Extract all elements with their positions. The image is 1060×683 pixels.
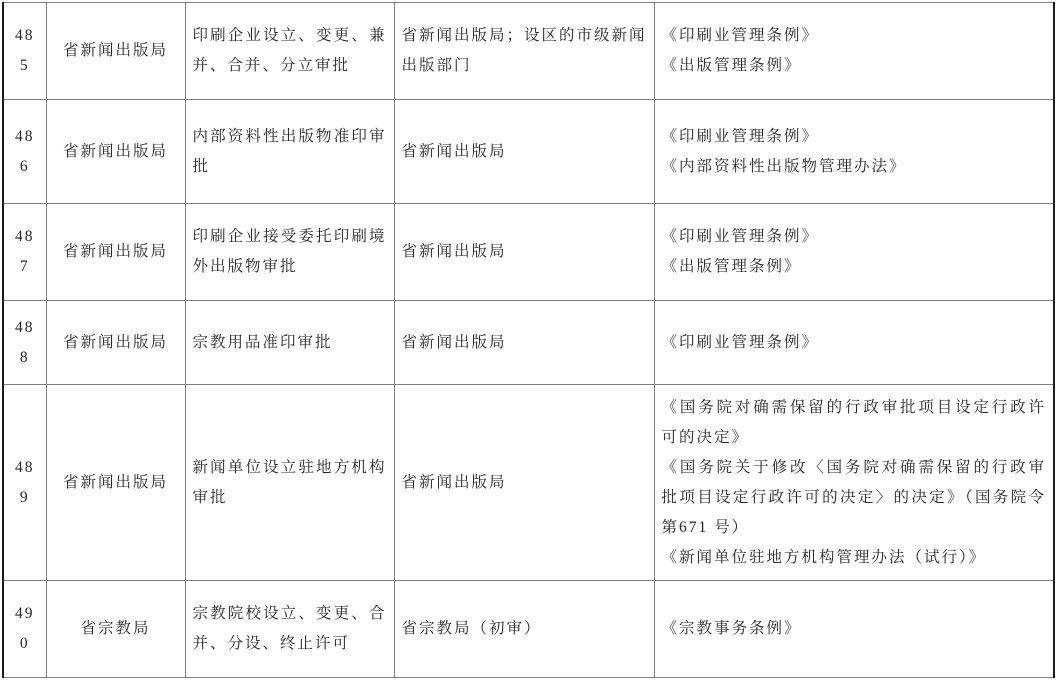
legal-basis-line: 《印刷业管理条例》 <box>661 127 820 145</box>
row-number-cell: 486 <box>3 100 46 204</box>
authority-cell: 省新闻出版局 <box>394 100 654 204</box>
department-cell: 省新闻出版局 <box>46 204 185 301</box>
legal-basis-cell <box>654 581 1054 678</box>
item-name-cell: 印刷企业接受委托印刷境外出版物审批 <box>185 204 394 301</box>
legal-basis-cell <box>654 204 1054 301</box>
table-body <box>3 3 1054 678</box>
authority-cell: 省宗教局（初审） <box>394 581 654 678</box>
legal-basis-line: 《新闻单位驻地方机构管理办法（试行）》 <box>661 548 987 566</box>
row-number-cell: 489 <box>3 385 46 581</box>
item-name-cell: 宗教院校设立、变更、合并、分设、终止许可 <box>185 581 394 678</box>
legal-basis-line: 《宗教事务条例》 <box>661 620 802 637</box>
legal-basis-line: 《印刷业管理条例》 <box>661 27 820 44</box>
legal-basis-cell <box>654 301 1054 385</box>
row-number-cell: 487 <box>3 204 46 301</box>
document-page <box>0 2 1060 683</box>
legal-basis-line: 《国务院关于修改〈国务院对确需保留的行政审批项目设定行政许可的决定〉的决定》（国务院令第671 号） <box>661 458 1046 536</box>
table-row <box>3 385 1054 581</box>
approval-items-table <box>2 2 1055 678</box>
table-row <box>3 100 1054 204</box>
authority-cell: 省新闻出版局 <box>394 301 654 385</box>
legal-basis-cell <box>654 100 1054 204</box>
legal-basis-line: 《出版管理条例》 <box>661 258 802 275</box>
table-row <box>3 3 1054 100</box>
table-row <box>3 301 1054 385</box>
table-row <box>3 204 1054 301</box>
department-cell: 省新闻出版局 <box>46 301 185 385</box>
authority-cell: 省新闻出版局；设区的市级新闻出版部门 <box>394 3 654 100</box>
authority-cell: 省新闻出版局 <box>394 204 654 301</box>
legal-basis-line: 《内部资料性出版物管理办法》 <box>661 157 907 175</box>
row-number-cell: 485 <box>3 3 46 100</box>
row-number-cell: 490 <box>3 581 46 678</box>
item-name-cell: 新闻单位设立驻地方机构审批 <box>185 385 394 581</box>
authority-cell: 省新闻出版局 <box>394 385 654 581</box>
legal-basis-line: 《印刷业管理条例》 <box>661 228 820 245</box>
item-name-cell: 宗教用品准印审批 <box>185 301 394 385</box>
legal-basis-line: 《国务院对确需保留的行政审批项目设定行政许可的决定》 <box>661 398 1046 446</box>
legal-basis-line: 《出版管理条例》 <box>661 57 802 74</box>
item-name-cell: 内部资料性出版物准印审批 <box>185 100 394 204</box>
department-cell: 省新闻出版局 <box>46 100 185 204</box>
legal-basis-cell <box>654 385 1054 581</box>
department-cell: 省宗教局 <box>46 581 185 678</box>
department-cell: 省新闻出版局 <box>46 385 185 581</box>
item-name-cell: 印刷企业设立、变更、兼并、合并、分立审批 <box>185 3 394 100</box>
department-cell: 省新闻出版局 <box>46 3 185 100</box>
row-number-cell: 488 <box>3 301 46 385</box>
legal-basis-cell <box>654 3 1054 100</box>
legal-basis-line: 《印刷业管理条例》 <box>661 333 820 351</box>
table-row <box>3 581 1054 678</box>
